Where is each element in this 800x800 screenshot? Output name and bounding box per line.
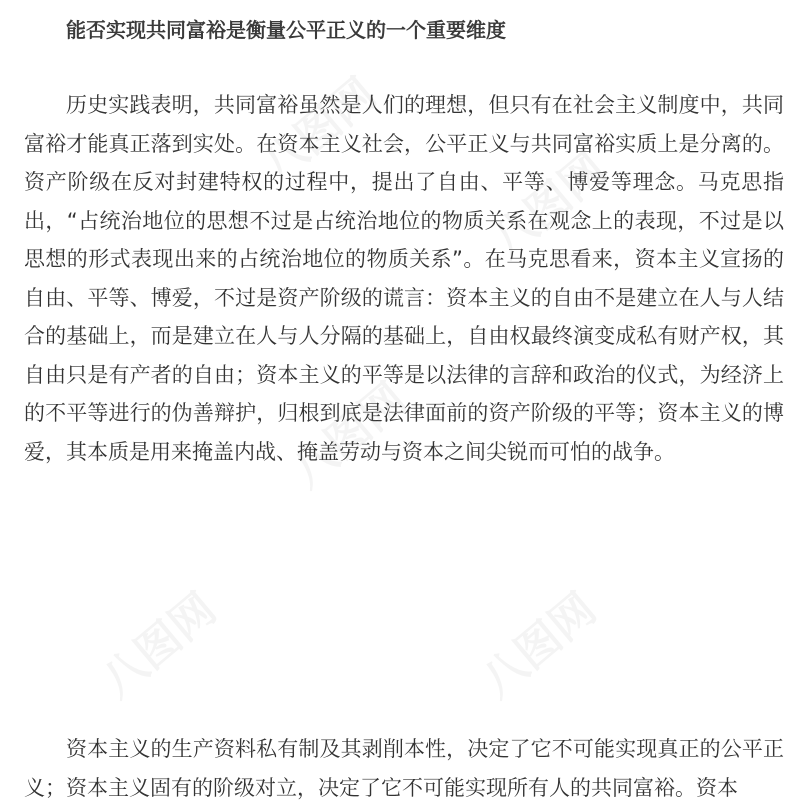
watermark-text-5: 八图网 [471, 583, 606, 708]
body-paragraph-2: 资本主义的生产资料私有制及其剥削本性，决定了它不可能实现真正的公平正义；资本主义固有的阶级对立，决定了它不可能实现所有人的共同富裕。资本 [24, 737, 784, 800]
watermark-text-3: 八图网 [281, 373, 416, 498]
watermark-text-4: 八图网 [91, 583, 226, 708]
section-heading: 能否实现共同富裕是衡量公平正义的一个重要维度 [66, 18, 506, 42]
body-paragraph-1: 历史实践表明，共同富裕虽然是人们的理想，但只有在社会主义制度中，共同富裕才能真正落到实处。在资本主义社会，公平正义与共同富裕实质上是分离的。资产阶级在反对封建特权的过程中，提出了自由、平等、博爱等理念。马克思指出，“占统治地位的思想不过是占统治地位的物质关系在观念上的表现，不过是以思想的形式表现出来的占统治地位的物质关系”。在马克思看来，资本主义宣扬的自由、平等、博爱，不过是资产阶级的谎言：资本主义的自由不是建立在人与人结合的基础上，而是建立在人与人分隔的基础上，自由权最终演变成私有财产权，其自由只是有产者的自由；资本主义的平等是以法律的言辞和政治的仪式，为经济上的不平等进行的伪善辩护，归根到底是法律面前的资产阶级的平等；资本主义的博爱，其本质是用来掩盖内战、掩盖劳动与资本之间尖锐而可怕的战争。 [24, 93, 784, 464]
watermark-text-2: 八图网 [481, 143, 616, 268]
watermark-text-1: 八图网 [251, 68, 386, 193]
